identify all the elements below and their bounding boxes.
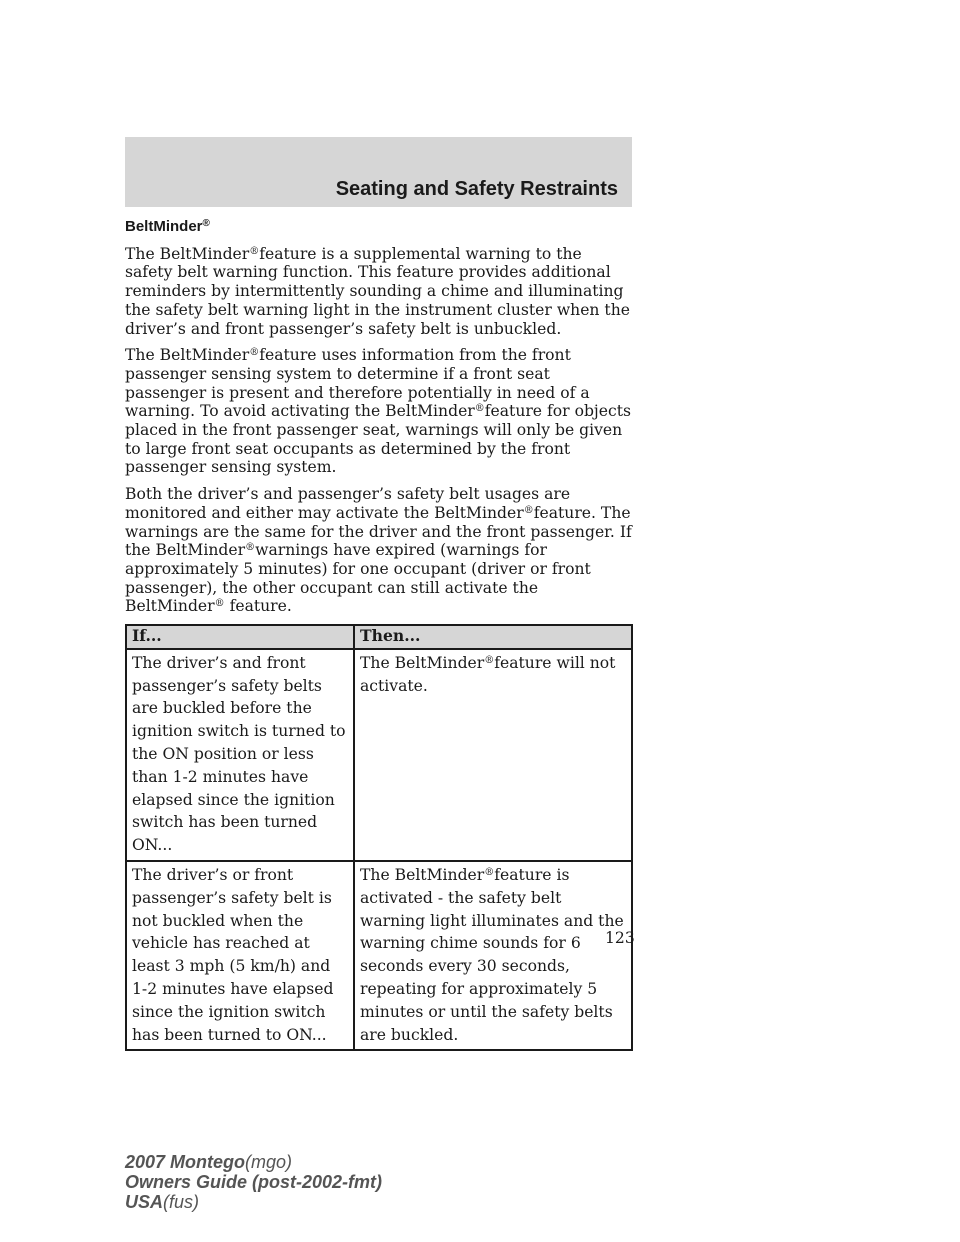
- then-text-a: The BeltMinder: [360, 653, 485, 672]
- page-number: 123: [605, 929, 635, 947]
- page-content: [125, 218, 633, 1051]
- registered-mark: ®: [474, 403, 485, 415]
- table-header-if: If...: [126, 625, 354, 649]
- registered-mark: ®: [484, 654, 495, 666]
- table-cell-if: The driver’s or front passenger’s safety belt is not buckled when the vehicle has reached at least 3 mph (5 km/h) and 1-2 minutes have elapsed since the ignition switch has been turned to ON...: [126, 861, 354, 1050]
- registered-mark: ®: [202, 218, 210, 229]
- p2-text-b: feature uses information from the front passenger sensing system to determine if a front seat passenger is present and therefore potentially in need of a warning. To avoid activating the BeltMinder: [125, 346, 590, 421]
- section-header-band: [125, 137, 632, 207]
- registered-mark: ®: [245, 542, 256, 554]
- paragraph-3: [125, 485, 633, 616]
- footer-market-code: (fus): [163, 1192, 200, 1212]
- registered-mark: ®: [523, 504, 534, 516]
- p1-text-a: The BeltMinder: [125, 244, 250, 263]
- table-row: [126, 649, 632, 861]
- p3-text-c: warnings have expired (warnings for approximately 5 minutes) for one occupant (driver or front passenger), the other occupant can still activate the BeltMinder: [125, 541, 591, 616]
- footer-model: 2007 Montego: [125, 1152, 246, 1172]
- footer-line-1: [125, 1152, 382, 1172]
- section-title: Seating and Safety Restraints: [335, 178, 618, 200]
- p3-text-b: feature. The warnings are the same for the driver and the front passenger. If the BeltMinder: [125, 503, 632, 560]
- table-header-then: Then...: [354, 625, 632, 649]
- footer-line-2: Owners Guide (post-2002-fmt): [125, 1172, 383, 1192]
- table-row: [126, 861, 632, 1050]
- registered-mark: ®: [249, 245, 260, 257]
- table-cell-then: [354, 649, 632, 861]
- table-header-row: [126, 625, 632, 649]
- p3-text-a: Both the driver’s and passenger’s safety belt usages are monitored and either may activate the BeltMinder: [125, 485, 571, 522]
- beltminder-table: [125, 624, 633, 1051]
- heading-text: BeltMinder: [125, 218, 203, 235]
- paragraph-1: [125, 245, 633, 339]
- p1-text-b: feature is a supplemental warning to the safety belt warning function. This feature provides additional reminders by intermittently sounding a chime and illuminating the safety belt warning light in the instrument cluster when the driver’s and front passenger’s safety belt is unbuckled.: [125, 244, 630, 338]
- document-footer: [125, 1152, 382, 1212]
- table-cell-if: The driver’s and front passenger’s safety belts are buckled before the ignition switch is turned to the ON position or less than 1-2 minutes have elapsed since the ignition switch has been turned ON...: [126, 649, 354, 861]
- registered-mark: ®: [214, 598, 225, 610]
- registered-mark: ®: [249, 347, 260, 359]
- footer-market: USA: [125, 1192, 164, 1212]
- p2-text-c: feature for objects placed in the front passenger seat, warnings will only be given to large front seat occupants as determined by the front passenger sensing system.: [125, 402, 632, 477]
- p2-text-a: The BeltMinder: [125, 346, 250, 365]
- then-text-a: The BeltMinder: [360, 865, 485, 884]
- then-text-b: feature will not activate.: [360, 653, 616, 695]
- p3-text-d: feature.: [229, 597, 292, 616]
- then-text-b: feature is activated - the safety belt warning light illuminates and the warning chime sounds for 6 seconds every 30 seconds, repeating for approximately 5 minutes or until the safety belts are buckled.: [360, 865, 624, 1044]
- table-cell-then: [354, 861, 632, 1050]
- paragraph-2: [125, 346, 633, 477]
- footer-model-code: (mgo): [245, 1152, 293, 1172]
- beltminder-heading: [125, 218, 633, 237]
- registered-mark: ®: [484, 866, 495, 878]
- footer-line-3: [125, 1192, 382, 1212]
